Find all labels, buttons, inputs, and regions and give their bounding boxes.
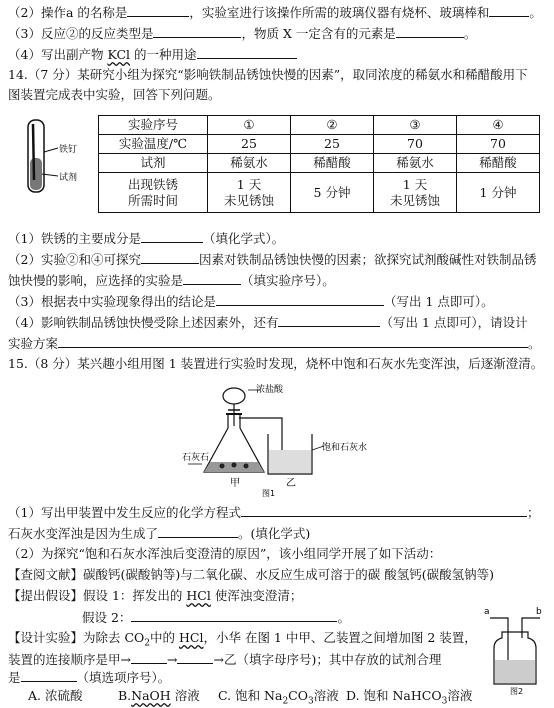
answer-blank[interactable] <box>153 24 241 38</box>
fig2-caption: 图2 <box>510 687 524 696</box>
q15-part1-line2: 石灰水变浑浊是因为生成了 。(填化学式) <box>8 526 311 541</box>
fig1-caption: 图1 <box>262 489 276 498</box>
answer-blank[interactable] <box>21 668 77 682</box>
table-row: 试剂 稀氨水 稀醋酸 稀氨水 稀醋酸 <box>99 154 540 173</box>
answer-blank[interactable] <box>58 334 528 348</box>
label-yi: 乙 <box>286 478 296 489</box>
q15-design: 【设计实验】为除去 $CO_2$中的 HCl，小华 在图 1 中甲、乙装置之间增加图 2 装置， <box>8 630 477 649</box>
q15-part2: （2）为探究“饱和石灰水浑浊后变澄清的原因”，该小组同学开展了如下活动： <box>8 546 442 561</box>
q15-hypothesis2: 假设 2： 。 <box>82 610 350 625</box>
answer-blank[interactable] <box>131 608 337 622</box>
q15-hypothesis1: 【提出假设】假设 1：挥发出的 HCl 使浑浊变澄清； <box>8 588 303 603</box>
answer-blank[interactable] <box>158 524 238 538</box>
q15-intro: 15.（8 分）某兴趣小组用图 1 装置进行实验时发现，烧杯中饱和石灰水先变浑浊，后逐渐澄清。 <box>8 356 544 371</box>
option-c[interactable]: C. 饱和 $Na_2CO_3$溶液 <box>218 688 339 707</box>
q14-part2-line2: 蚀快慢的影响，应选择的实验是 （填实验序号）。 <box>8 273 335 288</box>
answer-blank[interactable] <box>183 271 241 285</box>
q14-part4-line2: 实验方案 。 <box>8 336 541 351</box>
q14-part2-line1: （2）实验②和④可探究 因素对铁制品锈蚀快慢的因素；欲探究试剂酸碱性对铁制品锈 <box>8 252 537 267</box>
answer-blank[interactable] <box>141 250 199 264</box>
answer-blank[interactable] <box>241 503 527 517</box>
label-limewater: 饱和石灰水 <box>322 443 368 453</box>
answer-blank[interactable] <box>489 3 529 17</box>
label-conc-hcl: 浓盐酸 <box>256 385 284 395</box>
q14-intro-line2: 图装置完成表中实验，回答下列问题。 <box>8 87 221 102</box>
label-b: b <box>536 607 542 617</box>
q13-part2: （2）操作a 的名称是 ，实验室进行该操作所需的玻璃仪器有烧杯、玻璃棒和 。 <box>8 5 542 20</box>
option-a[interactable]: A. 浓硫酸 <box>28 688 83 703</box>
answer-blank[interactable] <box>216 292 384 306</box>
option-b[interactable]: B.NaOH 溶液 <box>118 688 200 703</box>
answer-blank[interactable] <box>197 45 297 59</box>
q14-intro-line1: 14.（7 分）某研究小组为探究“影响铁制品锈蚀快慢的因素”，取同浓度的稀氨水和稀醋酸用下 <box>8 67 528 82</box>
q15-part1-line1: （1）写出甲装置中发生反应的化学方程式 ； <box>8 505 540 520</box>
figure-1-apparatus <box>182 380 368 498</box>
table-row: 出现铁锈 所需时间 1 天 未见锈蚀 5 分钟 1 天 未见锈蚀 1 分钟 <box>99 173 540 213</box>
answer-blank[interactable] <box>141 229 203 243</box>
label-jia: 甲 <box>230 478 240 489</box>
answer-blank[interactable] <box>131 650 167 664</box>
label-reagent: 试剂 <box>59 173 78 183</box>
answer-blank[interactable] <box>396 24 464 38</box>
q15-choose: 是 （填选项序号）。 <box>8 670 171 685</box>
label-limestone: 石灰石 <box>182 453 210 463</box>
answer-blank[interactable] <box>278 313 380 327</box>
figure-2-wash-bottle <box>482 604 548 696</box>
experiment-table <box>98 115 540 213</box>
test-tube-figure <box>18 118 94 196</box>
q14-part3: （3）根据表中实验现象得出的结论是 （写出 1 点即可）。 <box>8 294 494 309</box>
answer-blank[interactable] <box>127 3 189 17</box>
answer-blank[interactable] <box>177 650 213 664</box>
q15-order: 装置的连接顺序是甲→ → →乙（填字母序号)；其中存放的试剂合理 <box>8 652 442 667</box>
q13-part3: （3）反应②的反应类型是 ，物质 X 一定含有的元素是 。 <box>8 26 477 41</box>
table-row: 实验序号 ① ② ③ ④ <box>99 116 540 135</box>
q14-part1: （1）铁锈的主要成分是 （填化学式）。 <box>8 231 285 246</box>
q15-literature: 【查阅文献】碳酸钙(碳酸钠等)与二氧化碳、水反应生成可溶于的碳 酸氢钙(碳酸氢钠等) <box>8 567 494 582</box>
table-row: 实验温度/℃ 25 25 70 70 <box>99 135 540 154</box>
q13-part4: （4）写出副产物 KCl 的一种用途 <box>8 45 297 64</box>
q14-part4-line1: （4）影响铁制品锈蚀快慢受除上述因素外，还有 （写出 1 点即可），请设计 <box>8 315 528 330</box>
label-a: a <box>484 607 490 617</box>
label-iron-nail: 铁钉 <box>59 145 78 155</box>
option-d[interactable]: D. 饱和 NaHCO$_3$溶液 <box>346 688 473 707</box>
